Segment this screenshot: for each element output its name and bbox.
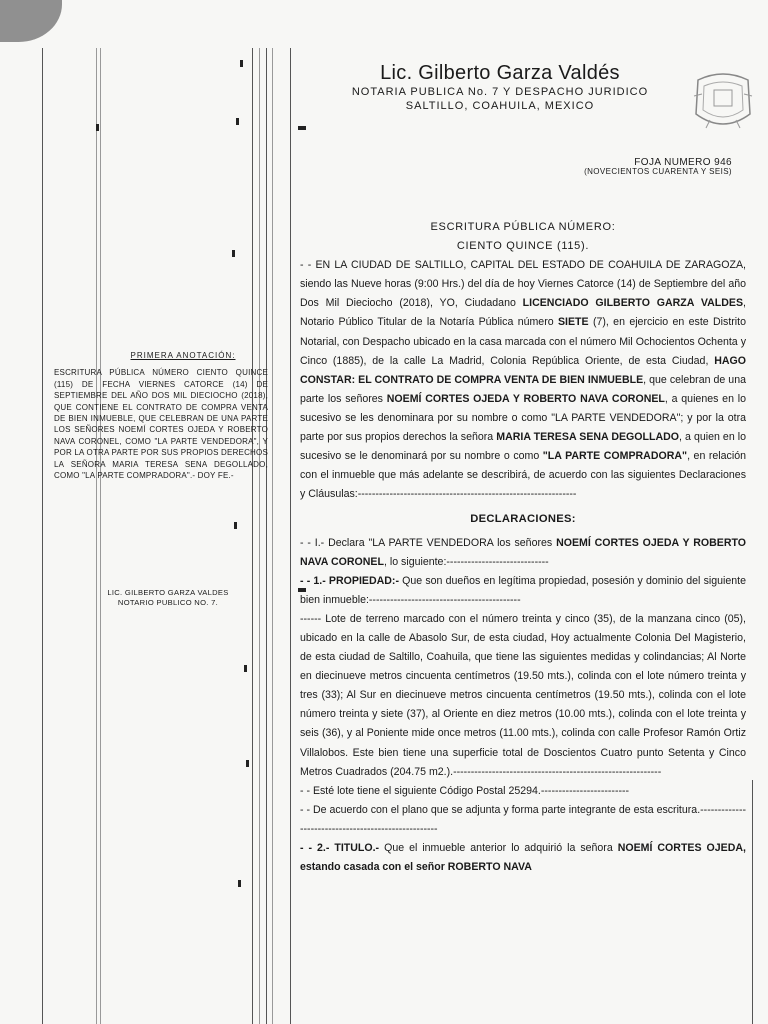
scan-smudge	[0, 0, 62, 42]
annotation-body: ESCRITURA PÚBLICA NÚMERO CIENTO QUINCE (115) DE FECHA VIERNES CATORCE (14) DE SEPTIEMBRE DEL AÑO DOS MIL DIECIOCHO (2018), QUE CONTIENE EL CONTRATO DE COMPRA VENTA DE BIEN INMUEBLE, QUE CELEBRAN DE UNA PARTE LOS SEÑORES NOEMÍ CORTES OJEDA Y ROBERTO NAVA CORONEL, COMO "LA PARTE VENDEDORA", Y POR LA OTRA PARTE POR SUS PROPIOS DERECHOS LA SEÑORA MARIA TERESA SENA DEGOLLADO, COMO "LA PARTE COMPRADORA".- DOY FE.-	[54, 368, 268, 481]
signature-title: NOTARIO PUBLICO NO. 7.	[117, 598, 219, 607]
annotation-title: PRIMERA ANOTACIÓN:	[130, 351, 236, 360]
scan-line	[752, 780, 753, 1024]
scan-line	[266, 48, 267, 1024]
scan-speck	[96, 124, 99, 131]
margin-annotation	[54, 350, 268, 481]
folio-number: FOJA NUMERO 946	[634, 157, 732, 168]
deed-title: ESCRITURA PÚBLICA NÚMERO:	[430, 221, 616, 233]
deed-intro-paragraph: - - EN LA CIUDAD DE SALTILLO, CAPITAL DEL ESTADO DE COAHUILA DE ZARAGOZA, siendo las Nueve horas (9:00 Hrs.) del día de hoy Viernes Catorce (14) de Septiembre del año Dos Mil Dieciocho (2018), YO, Ciudadano LICENCIADO GILBERTO GARZA VALDES, Notario Público Titular de la Notaría Pública número SIETE (7), en ejercicio en este Distrito Notarial, con Despacho ubicado en la casa marcada con el número Mil Ochocientos Ochenta y Cinco (1885), de la calle La Madrid, Colonia República Oriente, de esta Ciudad, HAGO CONSTAR: EL CONTRATO DE COMPRA VENTA DE BIEN INMUEBLE, que celebran de una parte los señores NOEMÍ CORTES OJEDA Y ROBERTO NAVA CORONEL, a quienes en lo sucesivo se les denominara por su nombre o como "LA PARTE VENDEDORA"; y por la otra parte por sus propios derechos la señora MARIA TERESA SENA DEGOLLADO, a quien en lo sucesivo se le denominará por su nombre o como "LA PARTE COMPRADORA", en relación con el inmueble que más adelante se describirá, de acuerdo con las siguientes Declaraciones y Cláusulas:--------------------------------------------------------------	[300, 259, 747, 501]
scan-line	[100, 48, 101, 1024]
scan-speck	[246, 760, 249, 767]
margin-line	[290, 48, 291, 1024]
declaration-property: - - 1.- PROPIEDAD:- Que son dueños en legítima propiedad, posesión y dominio del siguiente bien inmueble:-------------------------------------------	[300, 574, 746, 606]
scan-speck	[240, 60, 243, 67]
signature-name: LIC. GILBERTO GARZA VALDES	[107, 588, 229, 597]
scan-speck	[234, 522, 237, 529]
annotation-signature	[100, 588, 236, 608]
scan-speck	[232, 250, 235, 257]
postal-code-clause: - - Esté lote tiene el siguiente Código Postal 25294.-------------------------	[300, 784, 630, 797]
notary-office: NOTARIA PUBLICA No. 7 Y DESPACHO JURIDICO	[351, 86, 649, 98]
scan-speck	[298, 126, 306, 130]
letterhead	[300, 62, 700, 113]
declaration-title: - - 2.- TITULO.- Que el inmueble anterior lo adquirió la señora NOEMÍ CORTES OJEDA, estando casada con el señor ROBERTO NAVA	[300, 842, 746, 874]
scan-line	[259, 48, 260, 1024]
deed-body	[300, 218, 746, 877]
plan-clause: - - De acuerdo con el plano que se adjunta y forma parte integrante de esta escritura.----------------------------------------------------	[300, 803, 746, 835]
scan-speck	[236, 118, 239, 125]
declaration-1: - - I.- Declara "LA PARTE VENDEDORA los señores NOEMÍ CORTES OJEDA Y ROBERTO NAVA CORONEL, lo siguiente:-----------------------------	[300, 536, 746, 568]
scan-line	[96, 48, 97, 1024]
page-folio	[560, 158, 732, 176]
scan-line	[272, 48, 273, 1024]
scan-line	[42, 48, 43, 1024]
scan-speck	[244, 665, 247, 672]
property-description: ------ Lote de terreno marcado con el número treinta y cinco (35), de la manzana cinco (05), ubicado en la calle de Abasolo Sur, de esta ciudad, Hoy actualmente Colonia Del Magisterio, de esta ciudad de Saltillo, Coahuila, que tiene las siguientes medidas y colindancias; Al Norte en diecinueve metros cincuenta centímetros (19.50 mts.), colinda con el lote número treinta y tres (33); Al Sur en diecinueve metros cincuenta centímetros (19.50 mts.), colinda con el lote número treinta y siete (37), al Oriente en diez metros (10.00 mts.), colinda con el lote treinta y seis (36), y al Poniente mide once metros (11.00 mts.), colinda con calle Profesor Ramón Ortiz Villalobos. Este bien tiene una superficie total de Doscientos Cuatro punto Setenta y Cinco Metros Cuadrados (204.75 m2.).-----------------------------------------------------------	[300, 612, 746, 778]
notary-location: SALTILLO, COAHUILA, MEXICO	[405, 100, 595, 112]
folio-words: (NOVECIENTOS CUARENTA Y SEIS)	[584, 167, 732, 176]
notary-name: Lic. Gilberto Garza Valdés	[380, 62, 620, 84]
scan-speck	[238, 880, 241, 887]
declarations-heading: DECLARACIONES:	[470, 513, 576, 526]
deed-number: CIENTO QUINCE (115).	[456, 240, 590, 253]
notary-seal-icon	[690, 66, 756, 136]
scan-line	[252, 48, 253, 1024]
